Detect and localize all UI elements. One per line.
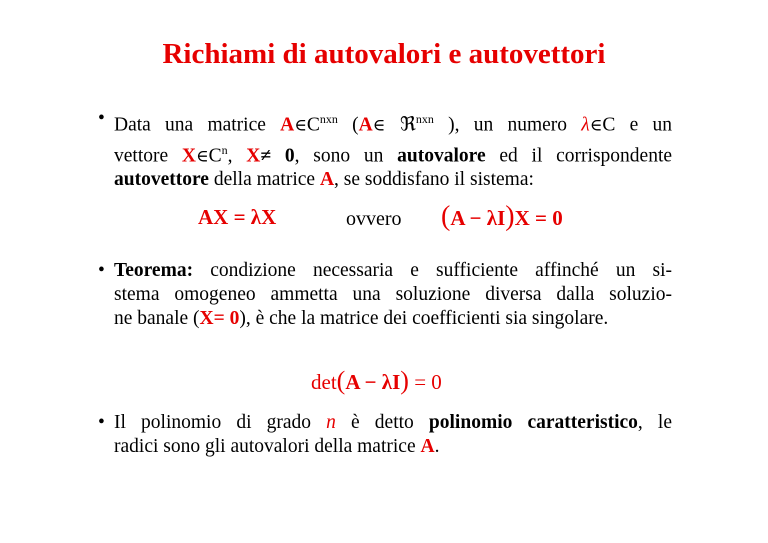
theorem-line-2: stema omogeneo ammetta una soluzione diversa dalla soluzio- [114, 284, 672, 305]
eigen-equation: AX = λX [198, 205, 277, 229]
bullet-theorem [98, 259, 672, 331]
theorem-line-1: Teorema: condizione necessaria e sufficiente affinché un si- [114, 260, 672, 281]
polynomial-line-1: Il polinomio di grado n è detto polinomio caratteristico, le [114, 412, 672, 433]
definition-line-1: Data una matrice $A\in C^{nxn}$ (A∈ ℜ$^{nxn}$ ), un numero λ∈C e un [114, 112, 672, 136]
theorem-line-3: ne banale (X= 0), è che la matrice dei coefficienti sia singolare. [114, 308, 609, 329]
homogeneous-system-equation: (A − λI)X = 0 [441, 201, 563, 232]
bullet-dot: • [98, 412, 105, 433]
bullet-dot: • [98, 108, 105, 129]
polynomial-line-2: radici sono gli autovalori della matrice A. [114, 436, 440, 457]
characteristic-equation: det(A − λI) = 0 [311, 366, 442, 395]
ovvero-label: ovvero [346, 208, 402, 230]
definition-line-3: autovettore della matrice A, se soddisfano il sistema: [114, 169, 534, 190]
definition-line-2: vettore $X\in C^n$, X≠ 0, sono un autovalore ed il corrispondente [114, 142, 673, 166]
bullet-polynomial [98, 411, 672, 459]
slide-title: Richiami di autovalori e autovettori [162, 38, 606, 70]
bullet-dot: • [98, 260, 105, 281]
bullet-definition [98, 107, 672, 192]
